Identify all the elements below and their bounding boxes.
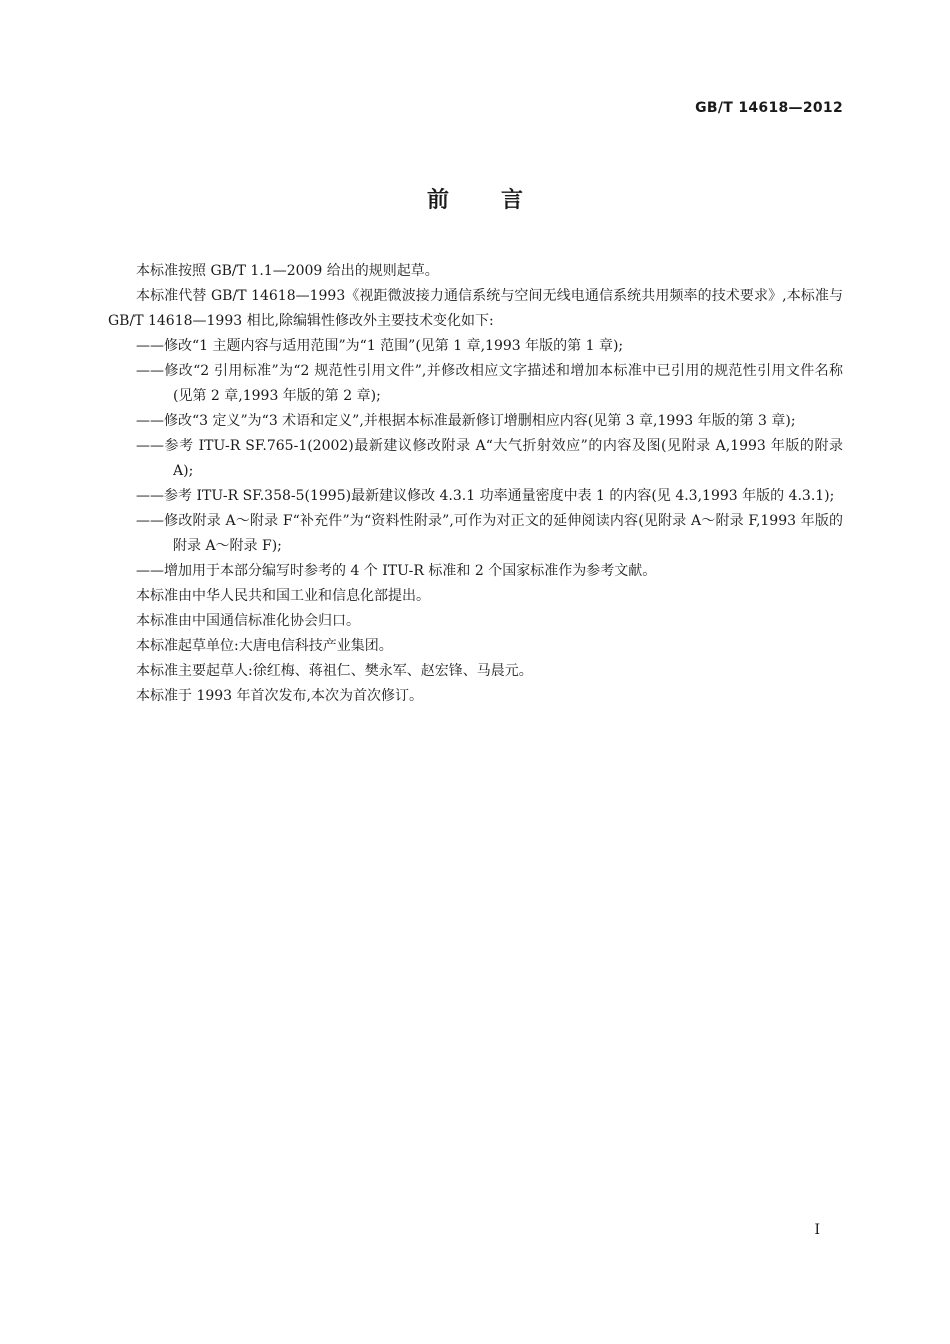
drafting-unit-paragraph: 本标准起草单位:大唐电信科技产业集团。 xyxy=(136,638,393,654)
page-title: 前言 xyxy=(426,188,575,213)
change-item: ——修改“1 主题内容与适用范围”为“1 范围”(见第 1 章,1993 年版的第 1 章); xyxy=(136,338,624,354)
drafting-rule-paragraph: 本标准按照 GB/T 1.1—2009 给出的规则起草。 xyxy=(136,263,439,279)
standard-code: GB/T 14618—2012 xyxy=(695,100,843,116)
change-item: ——修改附录 A～附录 F“补充件”为“资料性附录”,可作为对正文的延伸阅读内容(见附录 A～附录 F,1993 年版的附录 A～附录 F); xyxy=(136,513,843,554)
change-item: ——增加用于本部分编写时参考的 4 个 ITU-R 标准和 2 个国家标准作为参考文献。 xyxy=(136,563,657,579)
proposer-paragraph: 本标准由中华人民共和国工业和信息化部提出。 xyxy=(136,588,430,604)
release-history-paragraph: 本标准于 1993 年首次发布,本次为首次修订。 xyxy=(136,688,423,704)
change-item: ——参考 ITU-R SF.358-5(1995)最新建议修改 4.3.1 功率通量密度中表 1 的内容(见 4.3,1993 年版的 4.3.1); xyxy=(136,488,835,504)
change-item: ——参考 ITU-R SF.765-1(2002)最新建议修改附录 A“大气折射效应”的内容及图(见附录 A,1993 年版的附录 A); xyxy=(136,438,843,479)
change-item: ——修改“2 引用标准”为“2 规范性引用文件”,并修改相应文字描述和增加本标准中已引用的规范性引用文件名称(见第 2 章,1993 年版的第 2 章); xyxy=(136,363,843,404)
document-body xyxy=(108,259,843,709)
replacement-paragraph: 本标准代替 GB/T 14618—1993《视距微波接力通信系统与空间无线电通信系统共用频率的技术要求》,本标准与 GB/T 14618—1993 相比,除编辑性修改外主要技术变化如下: xyxy=(108,288,843,329)
drafters-paragraph: 本标准主要起草人:徐红梅、蒋祖仁、樊永军、赵宏锋、马晨元。 xyxy=(136,663,533,679)
administrator-paragraph: 本标准由中国通信标准化协会归口。 xyxy=(136,613,360,629)
page-number: I xyxy=(814,1222,820,1238)
change-item: ——修改“3 定义”为“3 术语和定义”,并根据本标准最新修订增删相应内容(见第 3 章,1993 年版的第 3 章); xyxy=(136,413,796,429)
